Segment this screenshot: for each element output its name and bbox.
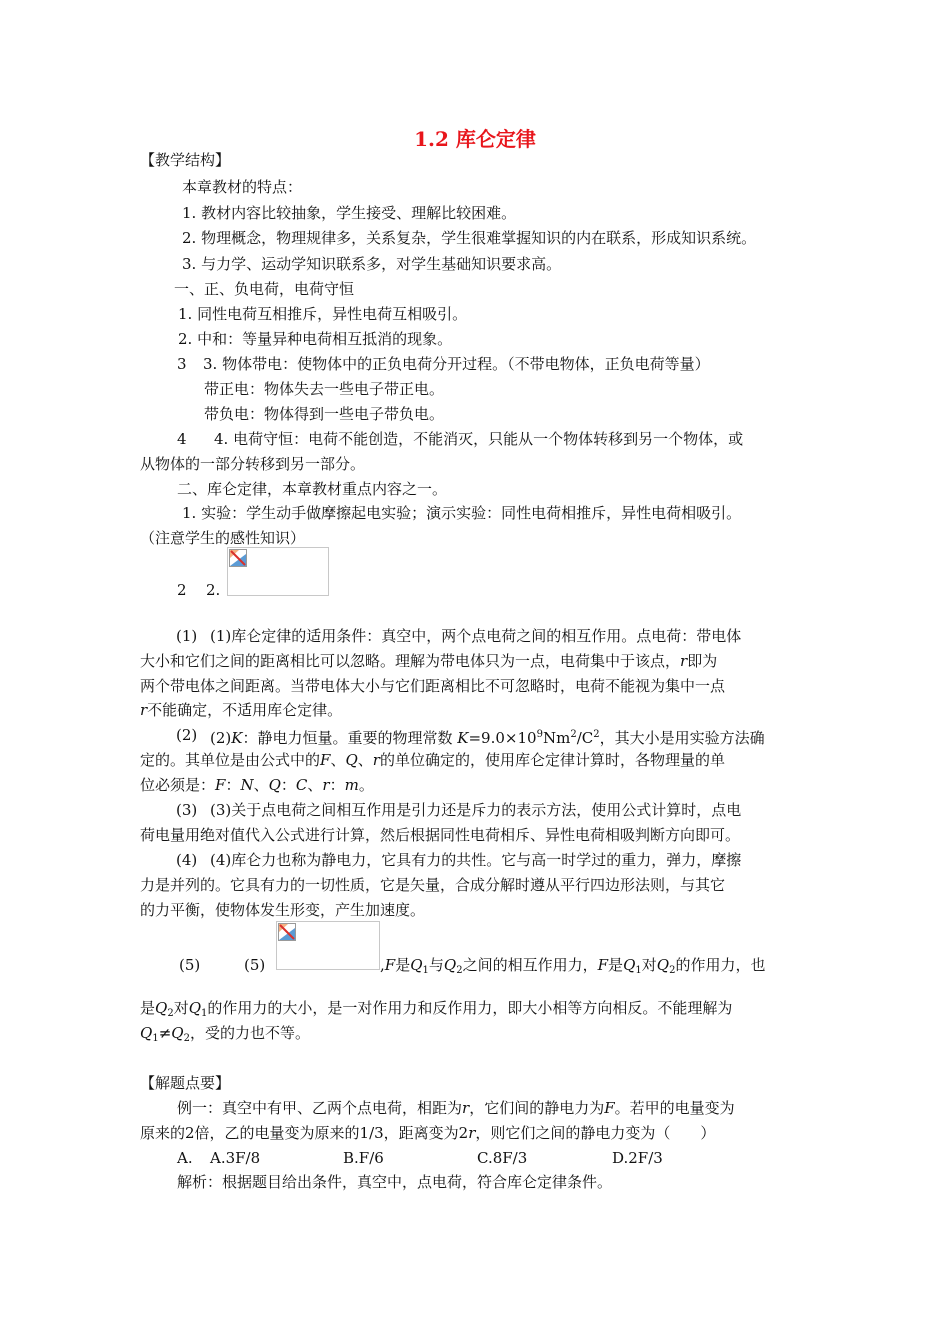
part-1-item-4-number: 4 (177, 430, 187, 448)
intro-line: 本章教材的特点： (182, 178, 303, 196)
part-2-heading: 二、库仑定律，本章教材重点内容之一。 (177, 480, 448, 498)
feature-1: 1. 教材内容比较抽象，学生接受、理解比较困难。 (182, 204, 517, 222)
note-3-line-1: (3)关于点电荷之间相互作用是引力还是斥力的表示方法，使用公式计算时，点电 (210, 801, 742, 819)
formula-image-placeholder (276, 921, 380, 970)
part-2-item-2: 2. (206, 581, 221, 599)
note-1-line-4: r不能确定，不适用库仑定律。 (140, 701, 343, 719)
option-c: C.8F/3 (477, 1149, 528, 1167)
part-1-item-3-number: 3 (177, 355, 187, 373)
section-heading-teaching-structure: 【教学结构】 (140, 151, 231, 169)
feature-3: 3. 与力学、运动学知识联系多，对学生基础知识要求高。 (182, 255, 562, 273)
analysis-line: 解析：根据题目给出条件，真空中，点电荷，符合库仑定律条件。 (177, 1173, 613, 1191)
part-2-item-1: 1. 实验：学生动手做摩擦起电实验；演示实验：同性电荷相推斥，异性电荷相吸引。 (182, 504, 742, 522)
part-2-item-1-cont: （注意学生的感性知识） (140, 529, 306, 547)
broken-image-icon (278, 923, 296, 941)
note-5-line-2: 是$Q_2$对$Q_1$的作用力的大小，是一对作用力和反作用力，即大小相等方向相反。不能理解为 (140, 999, 733, 1019)
option-a: A.3F/8 (210, 1149, 261, 1167)
note-4-number: (4) (176, 851, 198, 869)
note-4-line-3: 的力平衡，使物体发生形变，产生加速度。 (140, 901, 426, 919)
part-1-item-3: 3. 物体带电：使物体中的正负电荷分开过程。（不带电物体，正负电荷等量） (203, 355, 710, 373)
note-2-line-1: (2)K：静电力恒量。重要的物理常数 $K=9.0\times 10^9Nm^2/C^2$，其大小是用实验方法确 (210, 729, 765, 747)
note-2-number: (2) (176, 726, 198, 744)
part-1-heading: 一、正、负电荷，电荷守恒 (174, 280, 355, 298)
part-1-item-4: 4. 电荷守恒：电荷不能创造，不能消灭，只能从一个物体转移到另一个物体，或 (214, 430, 744, 448)
page-title: 1.2 库仑定律 (414, 127, 536, 151)
note-1-number: (1) (176, 627, 198, 645)
part-1-item-3a: 带正电：物体失去一些电子带正电。 (204, 380, 445, 398)
note-1-line-2: 大小和它们之间的距离相比可以忽略。理解为带电体只为一点，电荷集中于该点，r即为 (140, 652, 718, 670)
note-5-line-1: ,F是$Q_1$与$Q_2$之间的相互作用力，F是$Q_1$对$Q_2$的作用力，也 (380, 956, 766, 976)
note-3-line-2: 荷电量用绝对值代入公式进行计算，然后根据同性电荷相斥、异性电荷相吸判断方向即可。 (140, 826, 741, 844)
broken-image-icon (229, 549, 247, 567)
note-4-line-2: 力是并列的。它具有力的一切性质，它是矢量，合成分解时遵从平行四边形法则，与其它 (140, 876, 726, 894)
note-4-line-1: (4)库仑力也称为静电力，它具有力的共性。它与高一时学过的重力，弹力，摩擦 (210, 851, 742, 869)
part-1-item-1: 1. 同性电荷互相推斥，异性电荷互相吸引。 (178, 305, 468, 323)
part-1-item-3b: 带负电：物体得到一些电子带负电。 (204, 405, 445, 423)
section-heading-problem-points: 【解题点要】 (140, 1074, 231, 1092)
note-5-line-3: $Q_1\ne Q_2$，受的力也不等。 (140, 1024, 310, 1044)
option-b: B.F/6 (343, 1149, 384, 1167)
note-5-number: (5) (179, 956, 201, 974)
note-1-line-1: (1)库仑定律的适用条件：真空中，两个点电荷之间的相互作用。点电荷：带电体 (210, 627, 742, 645)
part-1-item-2: 2. 中和：等量异种电荷相互抵消的现象。 (178, 330, 453, 348)
option-a-number: A. (177, 1149, 193, 1167)
part-2-item-2-number: 2 (177, 581, 187, 599)
note-1-line-3: 两个带电体之间距离。当带电体大小与它们距离相比不可忽略时，电荷不能视为集中一点 (140, 677, 726, 695)
formula-image-placeholder (227, 547, 329, 596)
note-2-line-3: 位必须是：F：N、Q：C、r：m。 (140, 776, 374, 794)
part-1-item-4-cont: 从物体的一部分转移到另一部分。 (140, 455, 366, 473)
example-line-1: 例一：真空中有甲、乙两个点电荷，相距为r，它们间的静电力为F。若甲的电量变为 (177, 1099, 735, 1117)
feature-2: 2. 物理概念，物理规律多，关系复杂，学生很难掌握知识的内在联系，形成知识系统。 (182, 229, 757, 247)
option-d: D.2F/3 (612, 1149, 663, 1167)
example-line-2: 原来的2倍，乙的电量变为原来的1/3，距离变为2r，则它们之间的静电力变为（ ） (140, 1124, 716, 1142)
note-3-number: (3) (176, 801, 198, 819)
note-5-label: (5) (244, 956, 266, 974)
note-2-line-2: 定的。其单位是由公式中的F、Q、r的单位确定的，使用库仑定律计算时，各物理量的单 (140, 751, 725, 769)
